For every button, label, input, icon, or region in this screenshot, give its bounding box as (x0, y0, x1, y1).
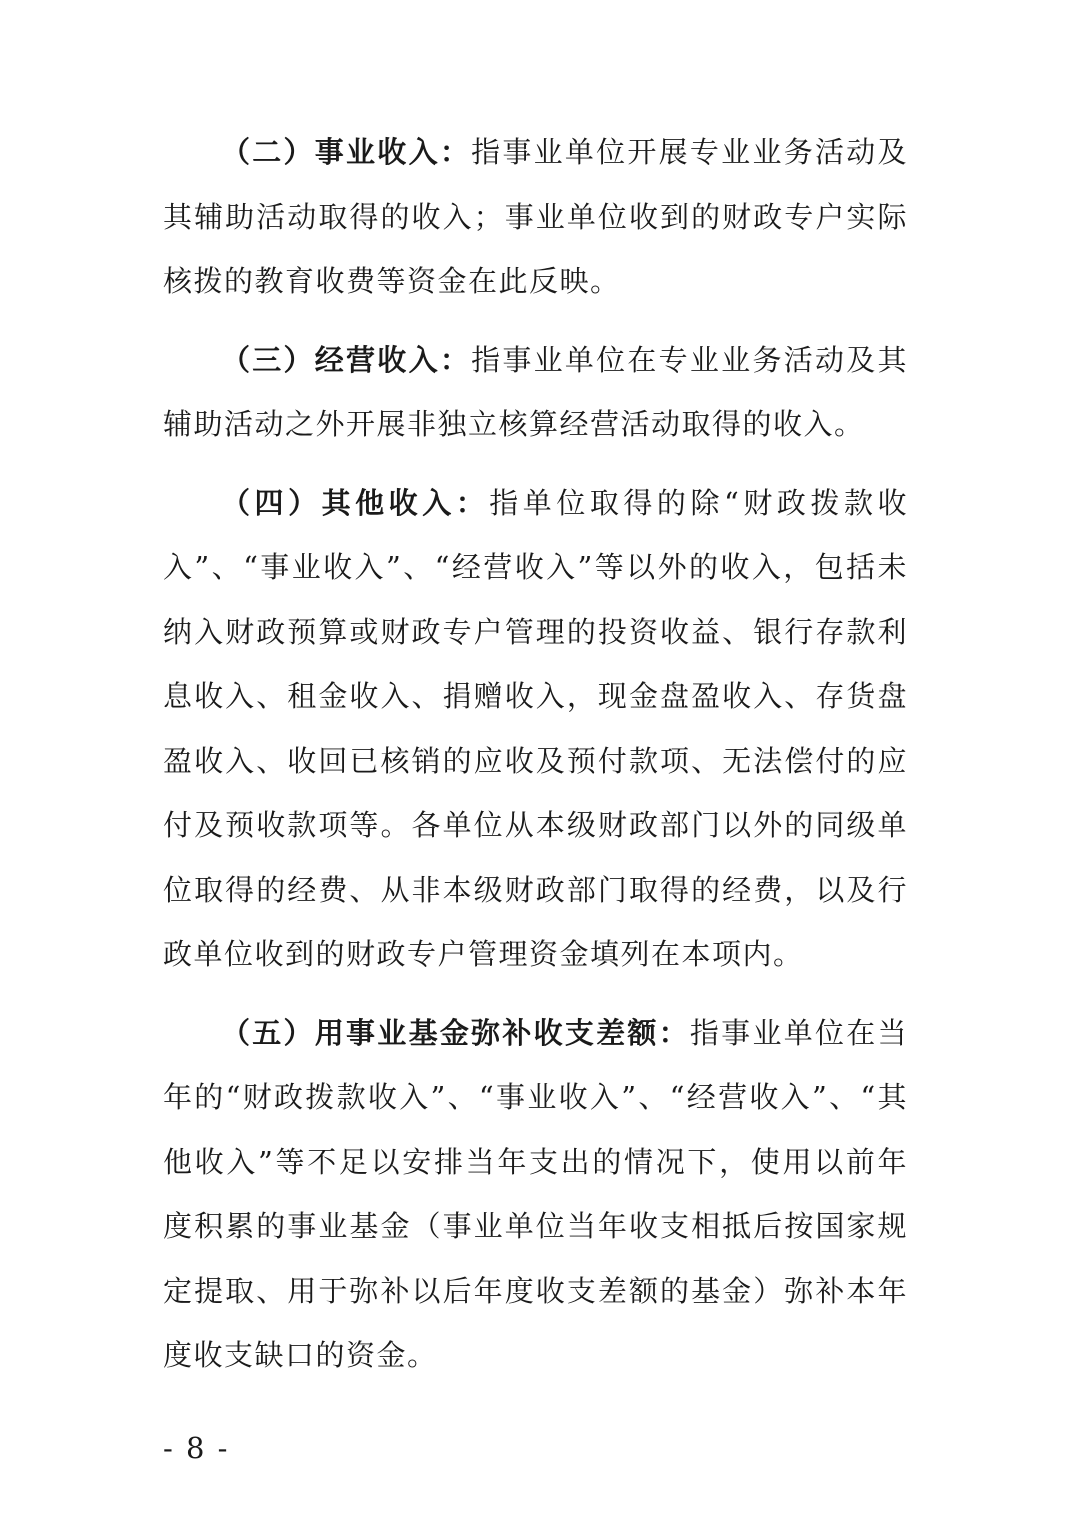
paragraph-other-income (163, 471, 908, 987)
paragraph-text: 指事业单位开展专业业务活动及其辅助活动取得的收入；事业单位收到的财政专户实际核拨的教育收费等资金在此反映。 (163, 135, 908, 298)
paragraph-text: 指事业单位在专业业务活动及其辅助活动之外开展非独立核算经营活动取得的收入。 (163, 342, 908, 441)
paragraph-business-income (163, 120, 908, 314)
paragraph-text: 指单位取得的除“财政拨款收入”、“事业收入”、“经营收入”等以外的收入，包括未纳入财政预算或财政专户管理的投资收益、银行存款利息收入、租金收入、捐赠收入，现金盘盈收入、存货盘盈收入、收回已核销的应收及预付款项、无法偿付的应付及预收款项等。各单位从本级财政部门以外的同级单位取得的经费、从非本级财政部门取得的经费，以及行政单位收到的财政专户管理资金填列在本项内。 (163, 485, 908, 971)
paragraph-heading: （三）经营收入： (221, 342, 472, 377)
paragraph-operating-income (163, 328, 908, 457)
paragraph-heading: （二）事业收入： (221, 135, 472, 169)
document-body (163, 120, 908, 1402)
page-number: - 8 - (163, 1431, 230, 1465)
paragraph-heading: （四）其他收入： (221, 485, 490, 520)
paragraph-heading: （五）用事业基金弥补收支差额： (221, 1015, 690, 1050)
paragraph-text: 指事业单位在当年的“财政拨款收入”、“事业收入”、“经营收入”、“其他收入”等不足以安排当年支出的情况下，使用以前年度积累的事业基金（事业单位当年收支相抵后按国家规定提取、用于弥补以后年度收支差额的基金）弥补本年度收支缺口的资金。 (163, 1015, 908, 1372)
paragraph-fund-supplement (163, 1001, 908, 1388)
